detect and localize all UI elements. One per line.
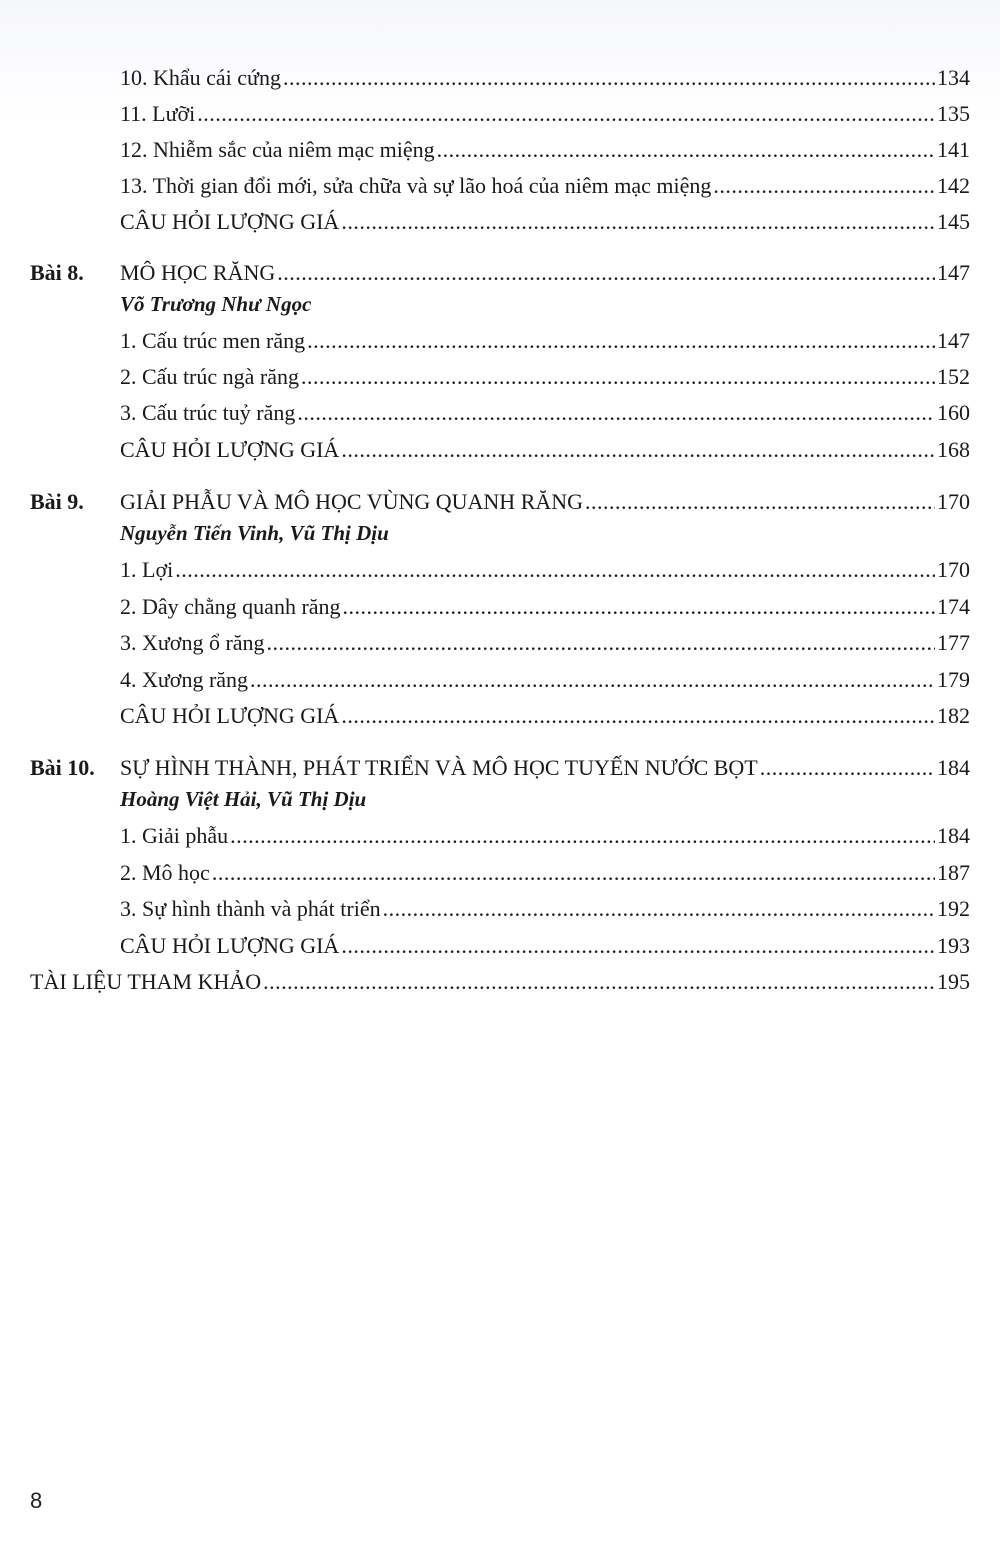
dot-leader [175, 556, 935, 584]
toc-entry-label: 13. Thời gian đổi mới, sửa chữa và sự lão hoá của niêm mạc miệng [120, 173, 712, 198]
toc-entry-label: CÂU HỎI LƯỢNG GIÁ [120, 209, 340, 234]
toc-entry-page: 179 [937, 667, 970, 692]
toc-entry-label: CÂU HỎI LƯỢNG GIÁ [120, 437, 340, 462]
toc-entry-label: 11. Lưỡi [120, 101, 196, 126]
dot-leader [341, 436, 935, 464]
references-label: TÀI LIỆU THAM KHẢO [30, 969, 262, 994]
chapter-title: SỰ HÌNH THÀNH, PHÁT TRIỂN VÀ MÔ HỌC TUYẾN NƯỚC BỌT [120, 755, 758, 780]
dot-leader [230, 822, 935, 850]
toc-entry-label: 2. Dây chằng quanh răng [120, 594, 341, 619]
chapter-page: 147 [937, 260, 970, 285]
dot-leader [341, 208, 935, 236]
toc-entry [120, 629, 970, 657]
toc-entry-label: 1. Cấu trúc men răng [120, 328, 306, 353]
dot-leader [437, 136, 935, 164]
toc-entry-page: 168 [937, 437, 970, 462]
toc-entry-label: 3. Sự hình thành và phát triển [120, 896, 381, 921]
toc-entry-label: 3. Xương ổ răng [120, 630, 265, 655]
dot-leader [277, 259, 935, 287]
dot-leader [343, 593, 935, 621]
chapter-authors: Hoàng Việt Hải, Vũ Thị Dịu [120, 787, 367, 811]
toc-entry-page: 182 [937, 703, 970, 728]
dot-leader [383, 895, 935, 923]
toc-entry-label: 4. Xương răng [120, 667, 249, 692]
dot-leader [283, 64, 935, 92]
toc-entry [120, 895, 970, 923]
page-number: 8 [30, 1488, 43, 1513]
dot-leader [307, 327, 935, 355]
dot-leader [212, 859, 935, 887]
dot-leader [263, 968, 935, 996]
toc-entry-label: 12. Nhiễm sắc của niêm mạc miệng [120, 137, 435, 162]
toc-entry-page: 135 [937, 101, 970, 126]
dot-leader [713, 172, 935, 200]
chapter-authors: Võ Trương Như Ngọc [120, 292, 312, 316]
chapter-page: 184 [937, 755, 970, 780]
chapter-number: Bài 9. [30, 489, 84, 514]
toc-entry-page: 145 [937, 209, 970, 234]
toc-entry-page: 170 [937, 557, 970, 582]
toc-entry-label: 10. Khẩu cái cứng [120, 65, 281, 90]
toc-entry-label: CÂU HỎI LƯỢNG GIÁ [120, 703, 340, 728]
toc-entry-label: 3. Cấu trúc tuỷ răng [120, 400, 296, 425]
toc-entry-page: 160 [937, 400, 970, 425]
toc-entry-page: 141 [937, 137, 970, 162]
toc-entry [120, 932, 970, 960]
chapter-number: Bài 10. [30, 755, 95, 780]
toc-entry-page: 174 [937, 594, 970, 619]
toc-entry [120, 822, 970, 850]
toc-entry-page: 192 [937, 896, 970, 921]
toc-entry [120, 859, 970, 887]
toc-entry [120, 327, 970, 355]
dot-leader [760, 754, 935, 782]
toc-entry-page: 147 [937, 328, 970, 353]
toc-entry [120, 556, 970, 584]
chapter-number: Bài 8. [30, 260, 84, 285]
toc-entry-page: 187 [937, 860, 970, 885]
toc-entry-page: 134 [937, 65, 970, 90]
toc-entry [120, 64, 970, 92]
toc-entry [120, 593, 970, 621]
toc-entry [120, 363, 970, 391]
dot-leader [297, 399, 935, 427]
toc-entry-label: CÂU HỎI LƯỢNG GIÁ [120, 933, 340, 958]
dot-leader [341, 932, 935, 960]
chapter-title-row [120, 754, 970, 782]
references-page: 195 [937, 969, 970, 994]
chapter-title: MÔ HỌC RĂNG [120, 260, 276, 285]
toc-entry-page: 193 [937, 933, 970, 958]
toc-entry-page: 184 [937, 823, 970, 848]
toc-entry-page: 142 [937, 173, 970, 198]
toc-entry [120, 666, 970, 694]
toc-entry [120, 399, 970, 427]
chapter-page: 170 [937, 489, 970, 514]
toc-entry [120, 702, 970, 730]
toc-entry [120, 100, 970, 128]
toc-entry [120, 208, 970, 236]
toc-entry [120, 136, 970, 164]
dot-leader [341, 702, 935, 730]
toc-entry [120, 436, 970, 464]
toc-entry-label: 1. Giải phẫu [120, 823, 229, 848]
dot-leader [250, 666, 935, 694]
chapter-title: GIẢI PHẪU VÀ MÔ HỌC VÙNG QUANH RĂNG [120, 489, 584, 514]
chapter-title-row [120, 488, 970, 516]
dot-leader [197, 100, 935, 128]
references-row [30, 968, 970, 996]
dot-leader [585, 488, 935, 516]
toc-entry-label: 1. Lợi [120, 557, 174, 582]
chapter-title-row [120, 259, 970, 287]
toc-entry [120, 172, 970, 200]
toc-entry-label: 2. Cấu trúc ngà răng [120, 364, 299, 389]
toc-entry-label: 2. Mô học [120, 860, 210, 885]
toc-entry-page: 152 [937, 364, 970, 389]
dot-leader [267, 629, 935, 657]
dot-leader [301, 363, 935, 391]
chapter-authors: Nguyễn Tiến Vinh, Vũ Thị Dịu [120, 521, 389, 545]
toc-entry-page: 177 [937, 630, 970, 655]
